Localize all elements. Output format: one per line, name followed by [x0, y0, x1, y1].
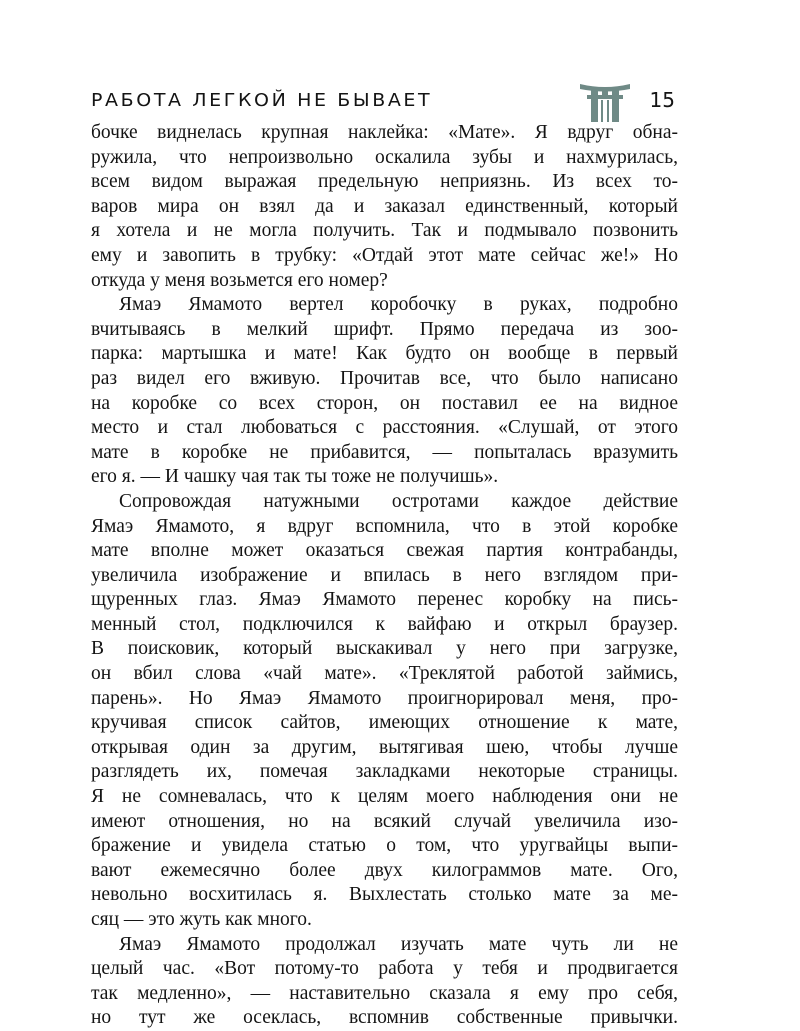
text-line: целый час. «Вот потому-то работа у тебя и продвигается — [91, 958, 678, 980]
text-line: варов мира он взял да и заказал единственный, который — [91, 195, 678, 217]
text-line: увеличила изображение и впилась в него взглядом при- — [91, 564, 678, 586]
text-line: он вбил слова «чай мате». «Треклятой работой займись, — [91, 663, 678, 685]
text-line: вают ежемесячно более двух килограммов мате. Ого, — [91, 859, 678, 881]
paragraph-first-line: Ямаэ Ямамото вертел коробочку в руках, подробно — [119, 294, 678, 316]
text-line: его я. — И чашку чая так ты тоже не получишь». — [91, 466, 499, 488]
page-number: 15 — [649, 88, 675, 112]
text-line: всем видом выражая предельную неприязнь. Из всех то- — [91, 171, 678, 193]
text-line: менный стол, подключился к вайфаю и открыл браузер. — [91, 613, 678, 635]
text-line: но тут же осеклась, вспомнив собственные привычки. — [91, 1007, 678, 1029]
running-header — [91, 84, 681, 118]
text-line: раз видел его вживую. Прочитав все, что было написано — [91, 367, 678, 389]
body-text — [91, 121, 678, 1031]
text-line: на коробке со всех сторон, он поставил ее на видное — [91, 392, 678, 414]
text-line: откуда у меня возьмется его номер? — [91, 269, 388, 291]
text-line: В поисковик, который выскакивал у него при загрузке, — [91, 638, 678, 660]
text-line: парка: мартышка и мате! Как будто он вообще в первый — [91, 343, 678, 365]
text-line: бражение и увидела статью о том, что уругвайцы выпи- — [91, 835, 678, 857]
text-line: мате в коробке не прибавится, — попыталась вразумить — [91, 441, 678, 463]
text-line: ружила, что непроизвольно оскалила зубы и нахмурилась, — [91, 146, 678, 168]
text-line: щуренных глаз. Ямаэ Ямамото перенес коробку на пись- — [91, 589, 678, 611]
text-line: парень». Но Ямаэ Ямамото проигнорировал меня, про- — [91, 687, 678, 709]
text-line: я хотела и не могла получить. Так и подмывало позвонить — [91, 220, 678, 242]
running-title: РАБОТА ЛЕГКОЙ НЕ БЫВАЕТ — [91, 90, 433, 111]
text-line: место и стал любоваться с расстояния. «Слушай, от этого — [91, 417, 678, 439]
paragraph-first-line: Ямаэ Ямамото продолжал изучать мате чуть ли не — [119, 933, 678, 955]
text-line: открывая один за другим, вытягивая шею, чтобы лучше — [91, 736, 678, 758]
text-line: Я не сомневалась, что к целям моего наблюдения они не — [91, 786, 678, 808]
text-line: имеют отношения, но на всякий случай увеличила изо- — [91, 810, 678, 832]
text-line: Ямаэ Ямамото, я вдруг вспомнила, что в этой коробке — [91, 515, 678, 537]
paragraph-first-line: Сопровождая натужными остротами каждое действие — [119, 490, 678, 512]
text-line: вчитываясь в мелкий шрифт. Прямо передача из зоо- — [91, 318, 678, 340]
text-line: разглядеть их, помечая закладками некоторые страницы. — [91, 761, 678, 783]
text-line: невольно восхитилась я. Выхлестать столько мате за ме- — [91, 884, 678, 906]
text-line: бочке виднелась крупная наклейка: «Мате». Я вдруг обна- — [91, 122, 678, 143]
text-line: кручивая список сайтов, имеющих отношение к мате, — [91, 712, 678, 734]
text-line: ему и завопить в трубку: «Отдай этот мате сейчас же!» Но — [91, 244, 678, 266]
text-line: сяц — это жуть как много. — [91, 909, 312, 930]
text-line: так медленно», — наставительно сказала я ему про себя, — [91, 982, 678, 1004]
text-line: мате вполне может оказаться свежая партия контрабанды, — [91, 540, 678, 562]
torii-gate-icon — [579, 78, 631, 122]
